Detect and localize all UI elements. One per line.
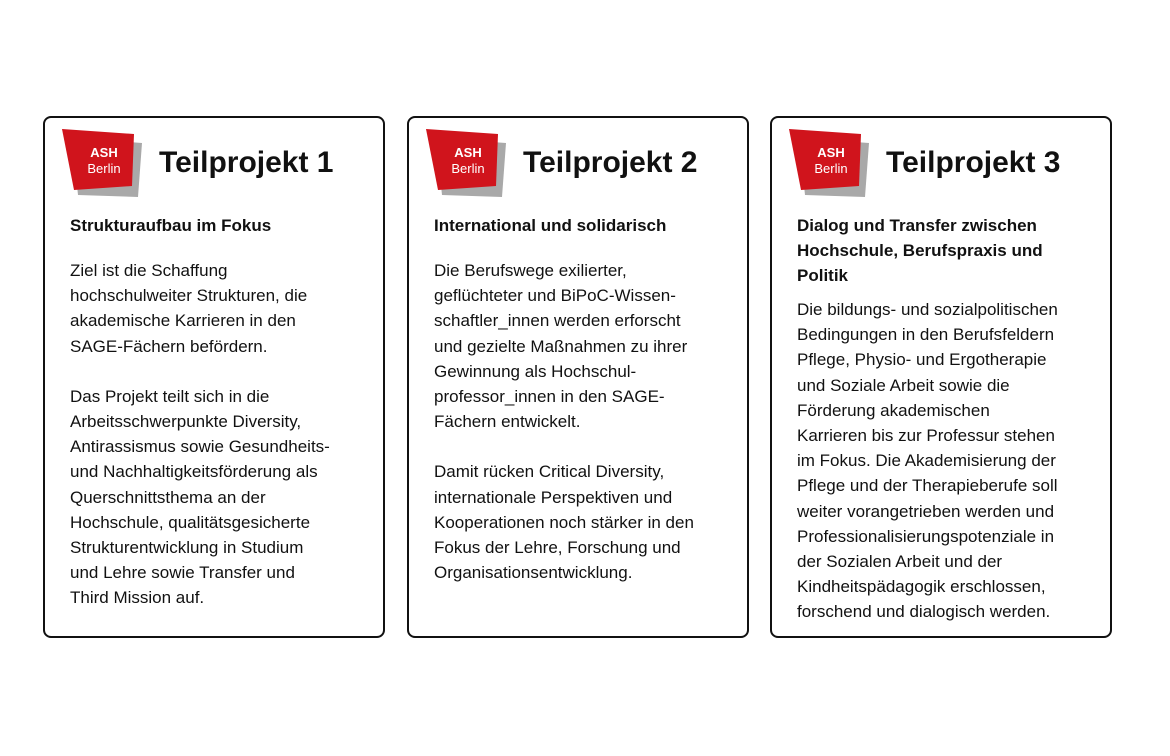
subtitle-line: Hochschule, Berufspraxis und	[797, 241, 1043, 260]
body-line: Bedingungen in den Berufsfeldern	[797, 325, 1055, 345]
body-line: der Sozialen Arbeit und der	[797, 552, 1003, 572]
body-line: Querschnittsthema an der	[70, 487, 266, 507]
body-line: Organisationsentwicklung.	[434, 563, 633, 583]
teilprojekt-3-card	[770, 116, 1112, 638]
body-line: Kindheitspädagogik erschlossen,	[797, 577, 1046, 597]
card-subtitle	[70, 213, 380, 238]
body-paragraph	[797, 297, 1109, 625]
logo-text-berlin: Berlin	[451, 161, 485, 176]
teilprojekt-1-card	[43, 116, 385, 638]
body-line: Fächern entwickelt.	[434, 412, 581, 432]
body-line: schaftler_innen werden erforscht	[434, 311, 681, 331]
body-line: Die bildungs- und sozialpolitischen	[797, 300, 1058, 319]
body-line: weiter vorangetrieben werden und	[797, 501, 1055, 521]
card-subtitle	[797, 213, 1107, 288]
logo-text-ash: ASH	[817, 145, 845, 160]
body-paragraph	[434, 258, 746, 434]
body-line: Third Mission auf.	[70, 588, 205, 608]
logo-text-ash: ASH	[90, 145, 118, 160]
logo-text-ash: ASH	[454, 145, 482, 160]
body-line: Fokus der Lehre, Forschung und	[434, 538, 681, 558]
body-line: forschend und dialogisch werden.	[797, 602, 1051, 622]
body-line: SAGE-Fächern befördern.	[70, 336, 268, 356]
body-line: akademische Karrieren in den	[70, 311, 296, 331]
body-line: Die Berufswege exilierter,	[434, 261, 627, 280]
body-line: Förderung akademischen	[797, 400, 990, 420]
body-line: Antirassismus sowie Gesundheits-	[70, 437, 330, 457]
body-line: Pflege, Physio- und Ergotherapie	[797, 350, 1047, 370]
body-line: Strukturentwicklung in Studium	[70, 538, 304, 558]
subtitle-line: Politik	[797, 266, 849, 285]
body-line: Pflege und der Therapieberufe soll	[797, 476, 1058, 496]
body-paragraph	[70, 258, 382, 359]
logo-text-berlin: Berlin	[87, 161, 121, 176]
card-body	[70, 258, 382, 636]
subtitle-line: Dialog und Transfer zwischen	[797, 216, 1037, 235]
ash-berlin-logo	[789, 129, 871, 199]
card-subtitle	[434, 213, 744, 238]
card-title: Teilprojekt 3	[886, 146, 1061, 179]
teilprojekt-2-card	[407, 116, 749, 638]
subtitle-line: International und solidarisch	[434, 216, 667, 235]
body-line: Gewinnung als Hochschul-	[434, 361, 637, 381]
body-line: geflüchteter und BiPoC-Wissen-	[434, 286, 676, 306]
body-line: und gezielte Maßnahmen zu ihrer	[434, 336, 688, 356]
body-line: im Fokus. Die Akademisierung der	[797, 451, 1056, 471]
body-line: internationale Perspektiven und	[434, 487, 673, 507]
body-line: Karrieren bis zur Professur stehen	[797, 426, 1055, 446]
body-line: Damit rücken Critical Diversity,	[434, 462, 665, 482]
card-body	[434, 258, 746, 610]
logo-text-berlin: Berlin	[814, 161, 848, 176]
body-line: Hochschule, qualitätsgesicherte	[70, 512, 311, 532]
ash-berlin-logo	[62, 129, 144, 199]
body-line: Arbeitsschwerpunkte Diversity,	[70, 412, 302, 432]
body-line: und Nachhaltigkeitsförderung als	[70, 462, 318, 482]
body-line: Ziel ist die Schaffung	[70, 261, 228, 280]
body-paragraph	[434, 459, 746, 585]
body-line: professor_innen in den SAGE-	[434, 387, 665, 407]
body-line: Kooperationen noch stärker in den	[434, 512, 694, 532]
card-title: Teilprojekt 1	[159, 146, 334, 179]
body-line: und Lehre sowie Transfer und	[70, 563, 295, 583]
body-line: Das Projekt teilt sich in die	[70, 386, 270, 406]
ash-berlin-logo	[426, 129, 508, 199]
card-title: Teilprojekt 2	[523, 146, 698, 179]
body-line: Professionalisierungspotenziale in	[797, 526, 1055, 546]
body-line: und Soziale Arbeit sowie die	[797, 375, 1010, 395]
body-paragraph	[70, 384, 382, 611]
card-body	[797, 297, 1109, 650]
subtitle-line: Strukturaufbau im Fokus	[70, 216, 272, 235]
body-line: hochschulweiter Strukturen, die	[70, 286, 308, 306]
